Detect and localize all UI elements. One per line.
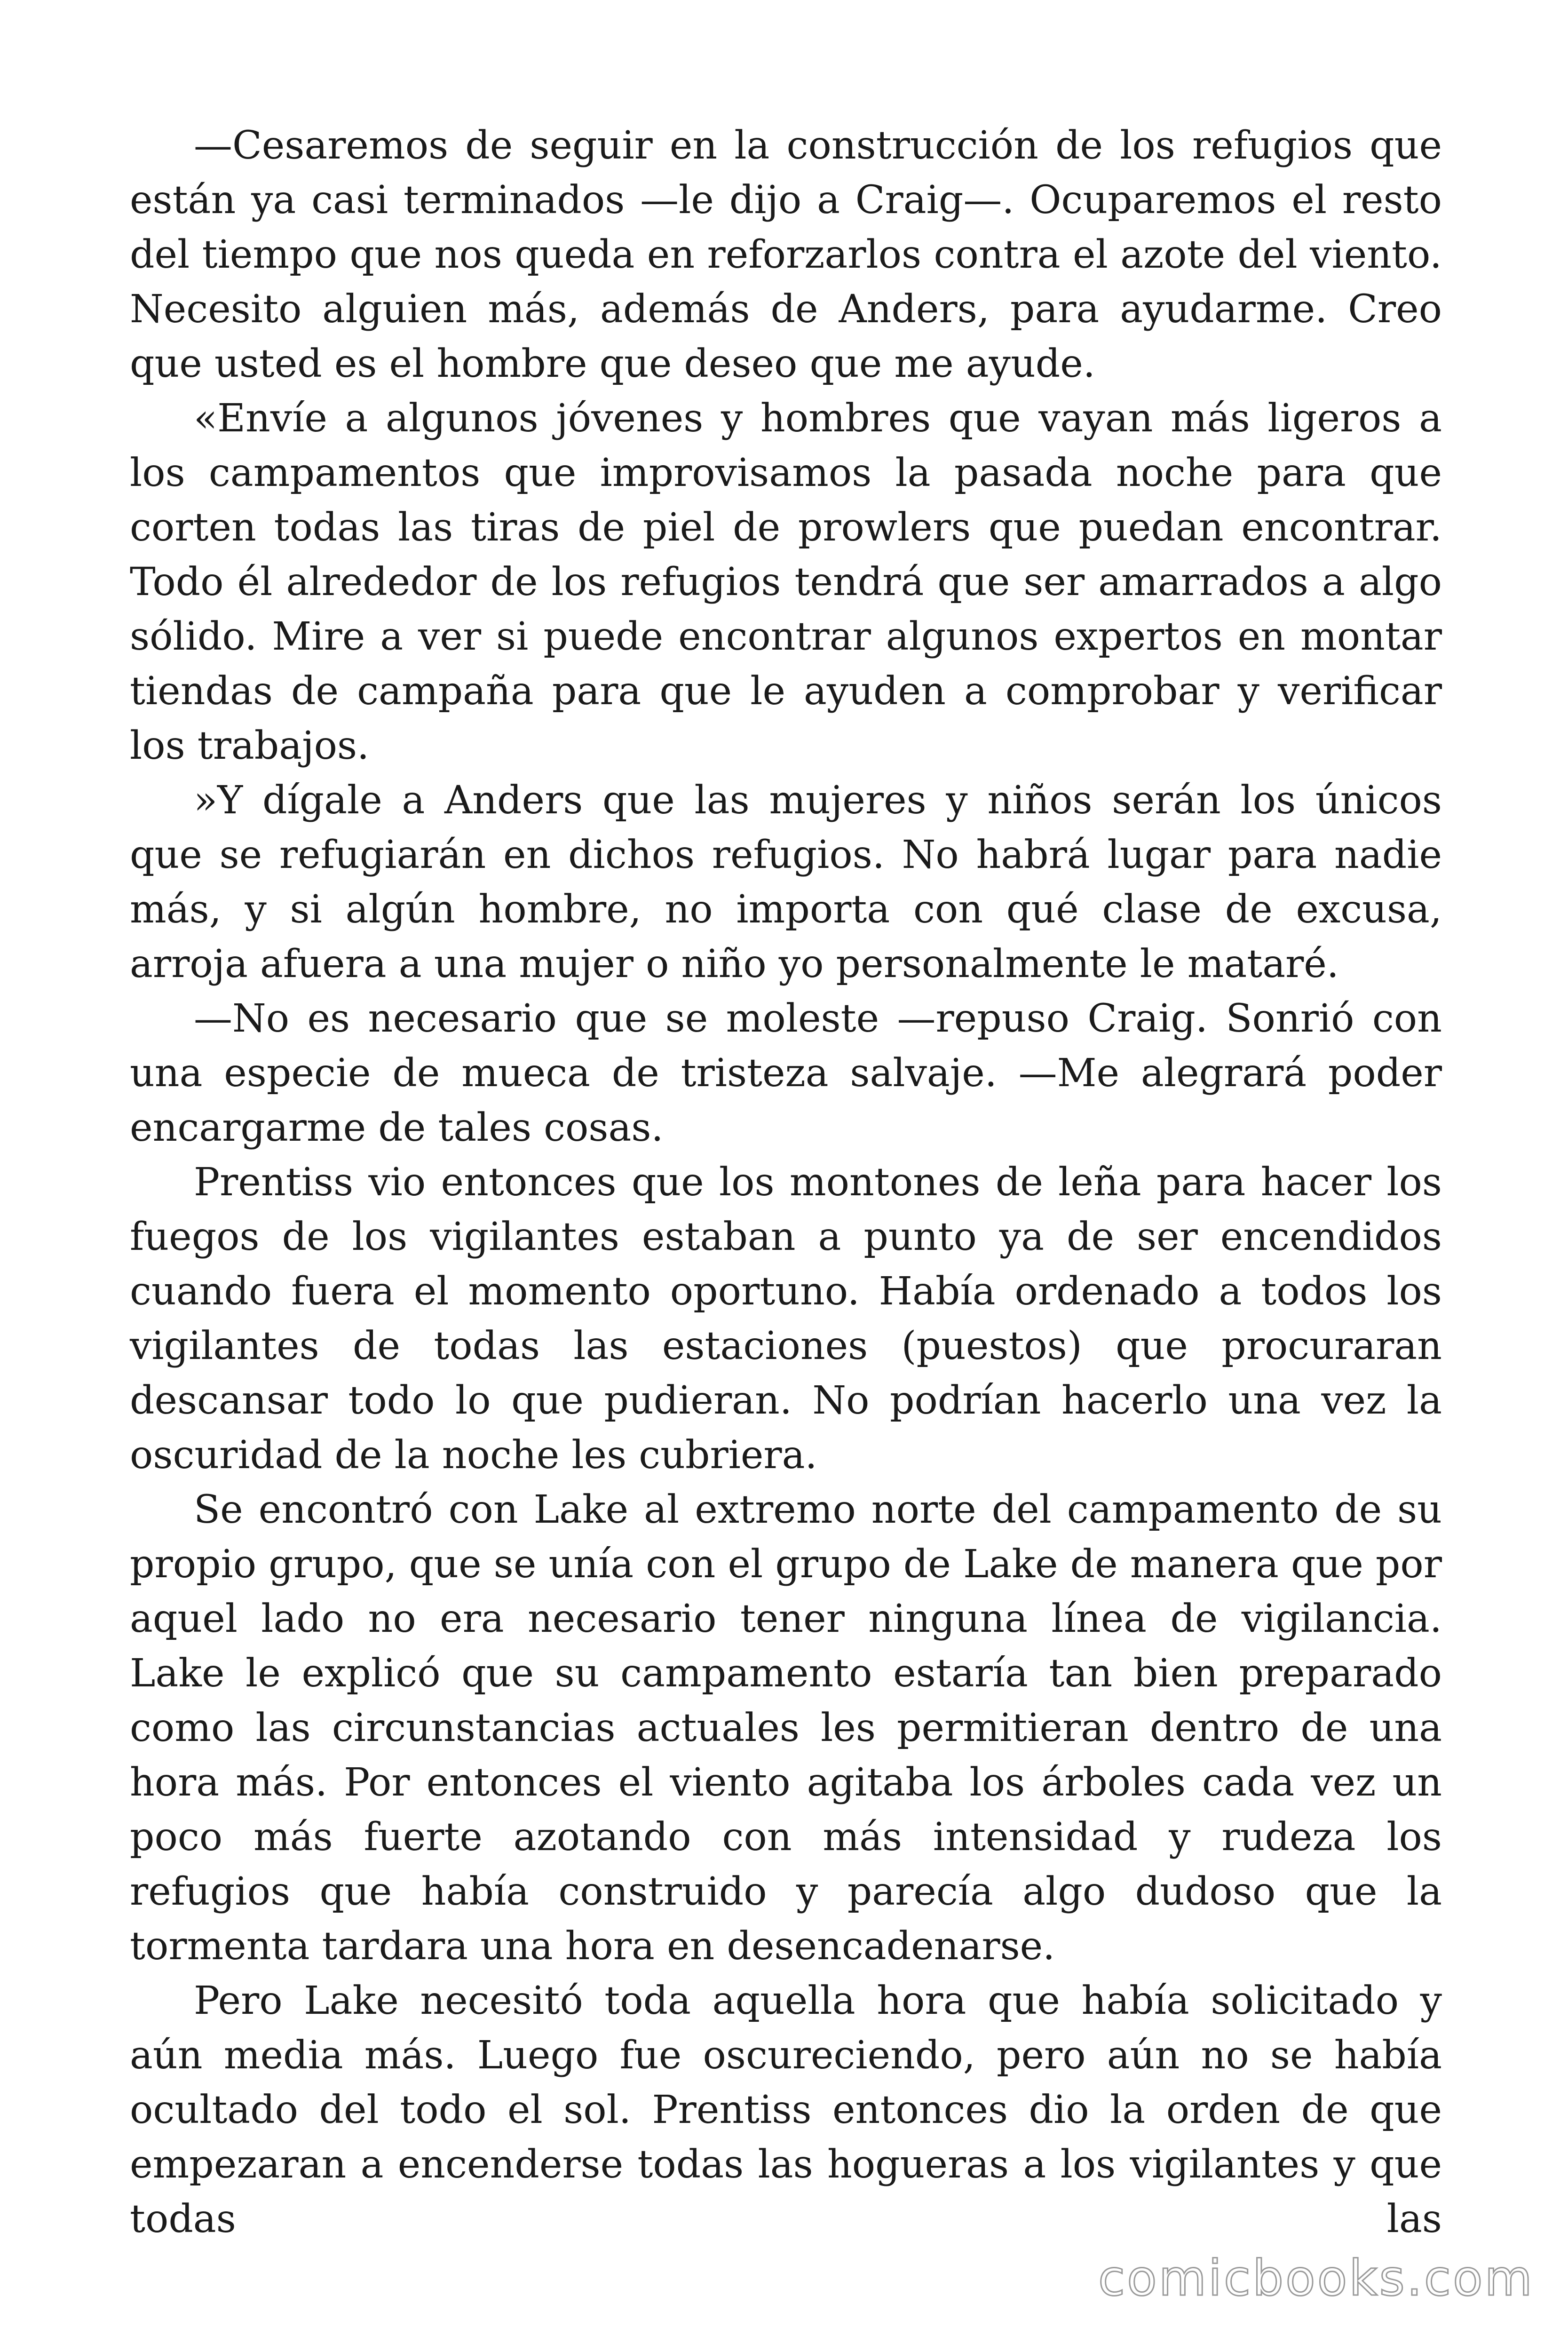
paragraph-6: Se encontró con Lake al extremo norte del campamento de su propio grupo, que se unía con el grupo de Lake de manera que por aquel lado no era necesario tener ninguna línea de vigilancia. Lake le explicó que su campamento estaría tan bien preparado como las circunstancias actuales les permitieran dentro de una hora más. Por entonces el viento agitaba los árboles cada vez un poco más fuerte azotando con más intensidad y rudeza los refugios que había construido y parecía algo dudoso que la tormenta tardara una hora en desencadenarse. [130,1487,1442,1969]
watermark-logo: comicbooks.com [1098,2249,1534,2307]
paragraph-1: —Cesaremos de seguir en la construcción de los refugios que están ya casi terminados —le dijo a Craig—. Ocuparemos el resto del tiempo que nos queda en reforzarlos contra el azote del viento. Necesito alguien más, además de Anders, para ayudarme. Creo que usted es el hombre que deseo que me ayude. [130,123,1442,386]
paragraph-3: »Y dígale a Anders que las mujeres y niños serán los únicos que se refugiarán en dichos refugios. No habrá lugar para nadie más, y si algún hombre, no importa con qué clase de excusa, arroja afuera a una mujer o niño yo personalmente le mataré. [130,778,1442,986]
paragraph-2: «Envíe a algunos jóvenes y hombres que vayan más ligeros a los campamentos que improvisamos la pasada noche para que corten todas las tiras de piel de prowlers que puedan encontrar. Todo él alrededor de los refugios tendrá que ser amarrados a algo sólido. Mire a ver si puede encontrar algunos expertos en montar tiendas de campaña para que le ayuden a comprobar y verificar los trabajos. [130,396,1442,768]
paragraph-7: Pero Lake necesitó toda aquella hora que había solicitado y aún media más. Luego fue oscureciendo, pero aún no se había ocultado del todo el sol. Prentiss entonces dio la orden de que empezaran a encenderse todas las hogueras a los vigilantes y que todas las [130,1979,1442,2241]
paragraph-5: Prentiss vio entonces que los montones de leña para hacer los fuegos de los vigilantes estaban a punto ya de ser encendidos cuando fuera el momento oportuno. Había ordenado a todos los vigilantes de todas las estaciones (puestos) que procuraran descansar todo lo que pudieran. No podrían hacerlo una vez la oscuridad de la noche les cubriera. [130,1160,1442,1478]
page-body-text [130,119,1442,2247]
paragraph-4: —No es necesario que se moleste —repuso Craig. Sonrió con una especie de mueca de tristeza salvaje. —Me alegrará poder encargarme de tales cosas. [130,996,1442,1150]
